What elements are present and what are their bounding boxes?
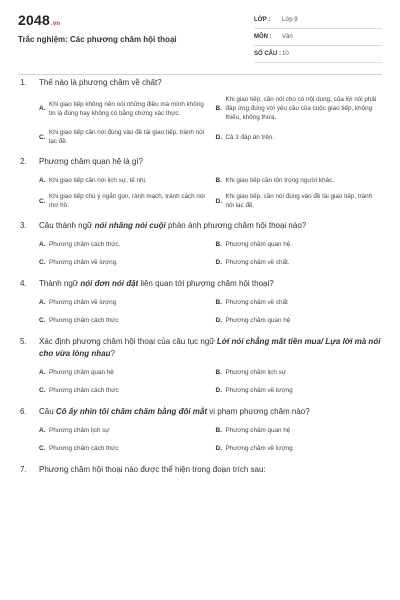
answer-option[interactable] — [39, 384, 206, 396]
question-header — [20, 464, 382, 476]
option-letter: D. — [215, 258, 222, 266]
answer-options — [20, 174, 382, 210]
option-letter: C. — [39, 444, 46, 452]
answer-option[interactable] — [216, 95, 383, 122]
option-text: Phương châm cách thức — [49, 316, 119, 324]
answer-option[interactable] — [39, 238, 206, 250]
answer-option[interactable] — [39, 174, 206, 186]
meta-row-count — [254, 46, 382, 63]
option-text: Phương châm quan hệ. — [225, 240, 292, 248]
option-text: Phương châm quan hệ — [225, 316, 291, 324]
answer-option[interactable] — [216, 296, 383, 308]
question-number: 1. — [20, 78, 27, 87]
answer-options — [20, 424, 382, 454]
answer-option[interactable] — [39, 95, 206, 122]
answer-option[interactable] — [216, 256, 383, 268]
option-letter: A. — [39, 176, 46, 184]
meta-key: MÔN : — [254, 34, 272, 40]
question-header — [20, 336, 382, 360]
option-letter: B. — [215, 298, 222, 306]
option-letter: D. — [215, 197, 222, 205]
question-number: 5. — [20, 337, 27, 346]
option-text: Phương châm về lượng. — [49, 258, 118, 266]
option-text: Phương châm về lượng — [225, 444, 293, 452]
question-header — [20, 406, 382, 418]
question-header — [20, 156, 382, 168]
question-text — [39, 156, 382, 168]
question-text-part: liên quan tới phương châm hội thoại? — [138, 279, 274, 288]
brand-logo[interactable]: 2048.vn — [18, 12, 61, 28]
question-number: 2. — [20, 157, 27, 166]
option-text: Khi giao tiếp không nên nói những điều mà mình không tin là đúng hay không có bằng chứng xác thực. — [49, 100, 204, 117]
option-text: Phương châm về lượng — [49, 298, 117, 306]
question-text-part: Phương châm hội thoại nào được thể hiện trong đoạn trích sau: — [39, 465, 266, 474]
answer-options — [20, 296, 382, 326]
option-text: Phương châm cách thức. — [49, 240, 121, 248]
question-text-part: phản ánh phương châm hội thoại nào? — [165, 221, 307, 230]
answer-option[interactable] — [216, 314, 383, 326]
option-text: Phương châm cách thức — [49, 444, 119, 452]
answer-option[interactable] — [216, 192, 383, 210]
answer-option[interactable] — [216, 442, 383, 454]
option-letter: B. — [215, 240, 222, 248]
page-title: Trắc nghiệm: Các phương châm hội thoại — [18, 35, 177, 44]
question-text-part: Thành ngữ — [39, 279, 81, 288]
answer-option[interactable] — [216, 384, 383, 396]
option-letter: B. — [215, 105, 222, 112]
option-letter: D. — [215, 316, 222, 324]
option-letter: A. — [39, 368, 46, 376]
question-text — [39, 406, 382, 418]
header-divider — [18, 74, 382, 75]
option-text: Phương châm quan hệ — [225, 426, 291, 434]
meta-key: LỚP : — [254, 17, 271, 23]
option-text: Phương châm quan hệ — [49, 368, 114, 376]
option-text: Phương châm về chất. — [225, 258, 290, 266]
question-text-part: Câu — [39, 407, 56, 416]
question-item — [20, 77, 382, 146]
answer-option[interactable] — [39, 424, 206, 436]
option-text: Khi giao tiếp, cần nói đúng vào đề tài giao tiếp, tránh nói lạc đề. — [225, 193, 373, 209]
option-letter: B. — [215, 368, 222, 376]
option-text: Khi giao tiếp, cần nói cho có nội dung, của lời nói phải đáp ứng đúng với yêu cầu của cuộc giao tiếp, không thiếu, không thừa. — [225, 96, 377, 121]
answer-option[interactable] — [216, 366, 383, 378]
option-text: Phương châm cách thức — [49, 386, 119, 394]
option-text: Cả 3 đáp án trên. — [225, 133, 275, 141]
option-letter: D. — [215, 133, 222, 141]
option-letter: A. — [39, 240, 46, 248]
quiz-meta — [254, 12, 382, 63]
answer-option[interactable] — [39, 442, 206, 454]
option-letter: C. — [39, 316, 46, 324]
meta-row-subject — [254, 29, 382, 46]
option-letter: D. — [215, 444, 222, 452]
meta-value: 10 — [282, 51, 289, 57]
meta-key: SỐ CÂU : — [254, 51, 281, 57]
question-text-part: ? — [110, 349, 115, 358]
option-text: Khi giao tiếp cần nói đúng vào đề tài giao tiếp, tránh nói lạc đề. — [49, 129, 205, 145]
option-text: Phương châm lịch sự — [49, 426, 110, 434]
option-text: Phương châm lịch sự — [225, 368, 287, 376]
option-letter: C. — [39, 197, 46, 205]
answer-option[interactable] — [39, 366, 206, 378]
question-item — [20, 278, 382, 326]
option-letter: A. — [39, 426, 46, 434]
answer-options — [20, 95, 382, 146]
answer-option[interactable] — [39, 296, 206, 308]
option-text: Phương châm về lượng — [225, 386, 293, 394]
question-item — [20, 156, 382, 210]
question-item — [20, 464, 382, 476]
option-text: Phương châm về chất — [225, 298, 288, 306]
option-letter: B. — [215, 176, 222, 184]
question-header — [20, 220, 382, 232]
answer-option[interactable] — [39, 192, 206, 210]
option-text: Khi giao tiếp chú ý ngắn gọn, rành mạch, tránh cách nói mơ hồ. — [49, 193, 205, 209]
option-letter: D. — [215, 386, 222, 394]
meta-value: Văn — [282, 34, 293, 40]
answer-option[interactable] — [216, 128, 383, 146]
question-text — [39, 77, 382, 89]
option-letter: B. — [215, 426, 222, 434]
question-text-part: vi phạm phương châm nào? — [207, 407, 310, 416]
option-letter: A. — [39, 105, 46, 112]
question-number: 4. — [20, 279, 27, 288]
answer-option[interactable] — [39, 256, 206, 268]
option-letter: A. — [39, 298, 46, 306]
question-text — [39, 278, 382, 290]
question-text — [39, 220, 382, 232]
question-text — [39, 336, 382, 360]
option-text: Khi giao tiếp cần nói lịch sự, tế nhị. — [49, 176, 147, 184]
answer-option[interactable] — [39, 314, 206, 326]
option-letter: C. — [39, 133, 46, 141]
question-number: 6. — [20, 407, 27, 416]
question-text-part: Xác định phương châm hội thoại của câu tục ngữ — [39, 337, 217, 346]
question-quote: Cô ấy nhìn tôi chăm chăm bằng đôi mắt — [55, 407, 208, 416]
answer-options — [20, 238, 382, 268]
question-item — [20, 220, 382, 268]
answer-option[interactable] — [216, 238, 383, 250]
question-quote: nói nhăng nói cuội — [94, 221, 166, 230]
question-quote: nói đơn nói đặt — [80, 279, 139, 288]
option-text: Khi giao tiếp cần tôn trọng người khác. — [225, 176, 334, 184]
answer-option[interactable] — [39, 128, 206, 146]
answer-options — [20, 366, 382, 396]
meta-value: Lớp 9 — [282, 17, 298, 23]
question-number: 3. — [20, 221, 27, 230]
question-item — [20, 406, 382, 454]
question-text — [39, 464, 382, 476]
question-item — [20, 336, 382, 396]
option-letter: C. — [39, 386, 46, 394]
question-header — [20, 77, 382, 89]
page-header — [18, 12, 382, 72]
question-text-part: Câu thành ngữ — [39, 221, 95, 230]
answer-option[interactable] — [216, 174, 383, 186]
question-list — [20, 77, 382, 486]
question-number: 7. — [20, 465, 27, 474]
meta-row-class — [254, 12, 382, 29]
question-text-part: Phương châm quan hệ là gì? — [39, 157, 144, 166]
question-quote: Lời nói chẳng mất tiền mua/ Lựa lời mà nói cho vừa lòng nhau — [39, 337, 381, 358]
question-header — [20, 278, 382, 290]
question-text-part: Thế nào là phương châm về chất? — [39, 78, 162, 87]
answer-option[interactable] — [216, 424, 383, 436]
option-letter: C. — [39, 258, 46, 266]
